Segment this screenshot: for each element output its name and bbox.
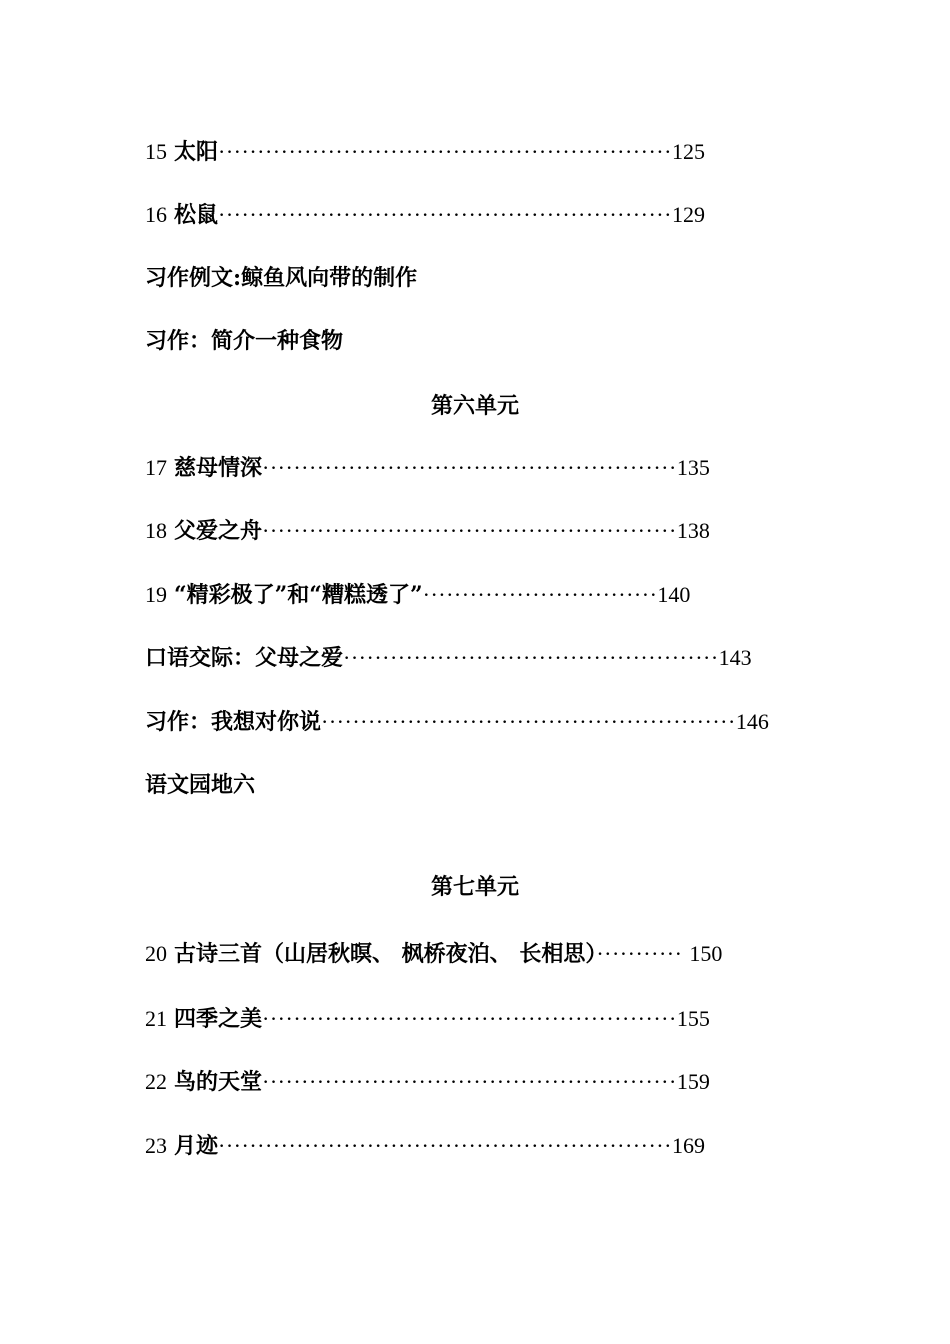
- leader-dots: ················································: [343, 645, 719, 670]
- page-number: 125: [671, 139, 705, 164]
- leader-dots: ··························································: [218, 139, 672, 164]
- page-number: 140: [657, 582, 691, 607]
- lesson-title: “精彩极了”和“糟糕透了”: [174, 582, 423, 608]
- toc-entry: [145, 262, 417, 294]
- page-number: 150: [689, 941, 723, 966]
- lesson-title: 父爱之舟: [174, 518, 263, 544]
- section-title: 习作：简介一种食物: [145, 328, 344, 354]
- leader-dots: ·····················································: [262, 1006, 677, 1031]
- lesson-number: 15: [145, 139, 167, 164]
- toc-entry: [145, 1003, 710, 1035]
- lesson-number: 22: [145, 1069, 167, 1094]
- leader-dots: ··························································: [218, 1133, 672, 1158]
- page-number: 135: [676, 455, 710, 480]
- lesson-number: 17: [145, 455, 167, 480]
- toc-entry: [145, 452, 710, 484]
- section-title: 习作例文:鲸鱼风向带的制作: [145, 265, 418, 291]
- lesson-title: 四季之美: [174, 1006, 263, 1032]
- lesson-number: 21: [145, 1006, 167, 1031]
- page-number: 138: [676, 518, 710, 543]
- lesson-number: 23: [145, 1133, 167, 1158]
- section-title: 语文园地六: [145, 772, 256, 798]
- leader-dots: ··························································: [218, 202, 672, 227]
- page-number: 169: [671, 1133, 705, 1158]
- page-number: 159: [676, 1069, 710, 1094]
- leader-dots: ·····················································: [262, 1069, 677, 1094]
- toc-entry: [145, 579, 690, 611]
- section-title: 口语交际：父母之爱: [145, 645, 344, 671]
- leader-dots: ·····················································: [262, 518, 677, 543]
- toc-entry: [145, 1066, 710, 1098]
- lesson-title: 太阳: [174, 139, 219, 165]
- toc-entry: [145, 515, 710, 547]
- toc-entry: [145, 136, 705, 168]
- toc-entry: [145, 1130, 705, 1162]
- leader-dots: ·····················································: [321, 709, 736, 734]
- section-title: 习作：我想对你说: [145, 709, 322, 735]
- lesson-number: 19: [145, 582, 167, 607]
- lesson-title: 月迹: [174, 1133, 219, 1159]
- toc-entry: [145, 642, 752, 674]
- page-number: 129: [671, 202, 705, 227]
- page-number: 155: [676, 1006, 710, 1031]
- toc-entry: [145, 325, 343, 357]
- toc-entry: [145, 706, 769, 738]
- leader-dots: ······························: [422, 582, 658, 607]
- toc-entry: [145, 769, 255, 801]
- lesson-title: 慈母情深: [174, 455, 263, 481]
- leader-dots: ·····················································: [262, 455, 677, 480]
- lesson-number: 20: [145, 941, 167, 966]
- lesson-number: 16: [145, 202, 167, 227]
- unit-heading: 第七单元: [430, 874, 519, 900]
- lesson-title: 古诗三首（山居秋暝、 枫桥夜泊、 长相思）: [174, 941, 597, 967]
- toc-entry: [145, 199, 705, 231]
- lesson-number: 18: [145, 518, 167, 543]
- leader-dots: ···········: [596, 941, 683, 966]
- page-number: 143: [718, 645, 752, 670]
- page-number: 146: [735, 709, 769, 734]
- lesson-title: 鸟的天堂: [174, 1069, 263, 1095]
- toc-entry: [145, 938, 722, 970]
- unit-heading: 第六单元: [430, 393, 519, 419]
- lesson-title: 松鼠: [174, 202, 219, 228]
